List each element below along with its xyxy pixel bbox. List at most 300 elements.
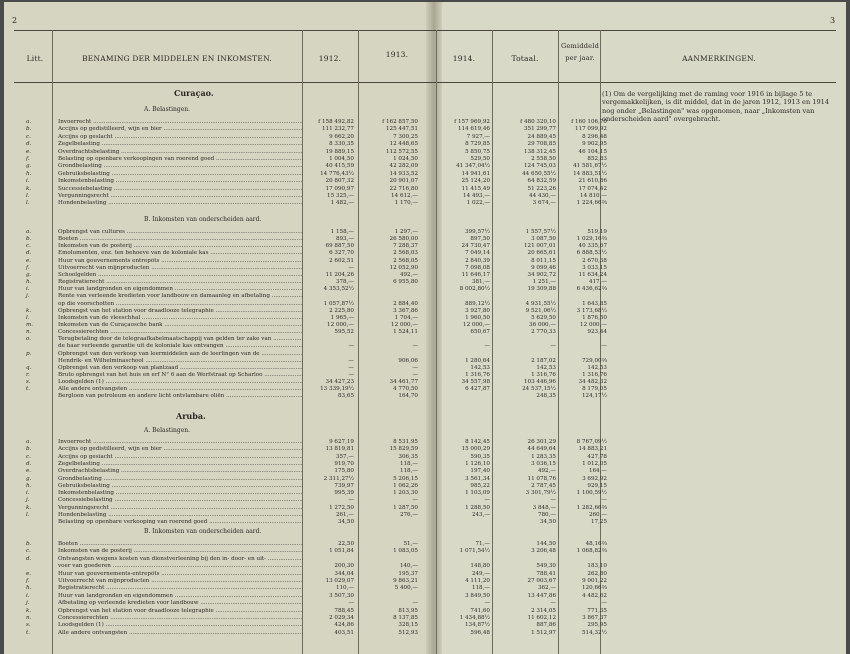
row-value: 492,— [537, 468, 556, 475]
row-value: 1 004,50 [329, 156, 354, 162]
row-description: Inkomsten van de Curaçaosche bank ..... [58, 322, 303, 329]
row-description: Huur van gouvernements entrepôts ..... [58, 258, 303, 265]
row-value: 9 001,22 [582, 578, 607, 584]
row-value: 6 955,80 [393, 279, 418, 286]
row-value: 424,86 [334, 622, 354, 629]
row-value: 24 889,45 [527, 133, 556, 140]
row-value: 34 461,77 [389, 379, 418, 386]
row-value: 13 339,19½ [320, 386, 354, 393]
row-value: 929,15 [587, 482, 607, 489]
row-value: — [484, 600, 490, 607]
row-value: 1 068,82⅔ [576, 548, 607, 555]
row-value: — [550, 497, 556, 504]
row-value: 13 029,07 [325, 578, 354, 584]
row-value: 40 335,67 [578, 243, 607, 250]
row-value: 17 090,97 [325, 185, 354, 192]
row-value: 427,78 [587, 453, 607, 460]
row-value: 3 206,48 [531, 548, 556, 555]
table-row [4, 379, 607, 386]
row-value: 8 011,15 [531, 257, 556, 264]
row-value: 48,16⅔ [585, 541, 607, 547]
row-value: 595,52 [334, 329, 354, 336]
section-title-aruba: Aruba. [176, 411, 206, 421]
row-letter: h. [26, 170, 32, 177]
table-row [4, 148, 607, 156]
row-value: 22,50 [337, 541, 354, 547]
row-value: 3 173,68½ [576, 307, 607, 314]
row-description: Successiebelasting ..... [58, 186, 303, 193]
table-row [4, 497, 607, 504]
row-description: Boeten ..... [58, 541, 303, 548]
table-row [4, 141, 607, 148]
row-value: 3 033,15 [582, 264, 607, 271]
row-letter: b. [26, 541, 32, 547]
row-value: 142,53 [536, 364, 556, 371]
row-letter: o. [26, 336, 32, 343]
header-bottom-rule [14, 82, 836, 83]
row-value: 4 482,62 [582, 592, 607, 599]
row-value: 40 415,59 [325, 163, 354, 170]
row-value: 46 104,15 [578, 148, 607, 155]
row-value: 344,04 [334, 570, 354, 577]
row-value: 34 482,32 [578, 379, 607, 386]
row-letter: e. [26, 148, 32, 155]
row-value: 1 071,54½ [459, 548, 490, 555]
table-row [4, 556, 604, 563]
row-value: 1 100,59½ [576, 490, 607, 497]
row-value: 103 446,96 [523, 379, 556, 386]
row-value: 8 767,09½ [576, 439, 607, 445]
row-value: 328,15 [398, 622, 418, 629]
table-row [4, 372, 607, 379]
row-value: 1 170,— [394, 200, 418, 207]
row-value: 249,— [471, 570, 490, 577]
table-row [4, 170, 607, 178]
row-letter: j. [26, 600, 30, 607]
row-value: 1 126,10 [465, 460, 490, 467]
row-value: 8 729,85 [465, 141, 490, 148]
row-value: 83,65 [337, 393, 354, 400]
row-value: 11 634,24 [578, 271, 607, 278]
row-value: 17 074,42 [578, 185, 607, 192]
row-letter: n. [26, 329, 32, 336]
row-value: — [484, 497, 490, 504]
row-letter: c. [26, 548, 31, 555]
row-value: 512,93 [398, 629, 418, 636]
table-row [4, 236, 607, 243]
row-description: Accijns op geslacht ..... [58, 134, 303, 141]
row-description: Inkomstenbelasting ..... [58, 490, 303, 497]
row-letter: i. [26, 592, 30, 599]
row-value: 11 646,17 [461, 271, 490, 278]
table-row [4, 439, 607, 446]
table-row [4, 185, 607, 193]
row-letter: d. [26, 250, 32, 257]
table-row [4, 490, 607, 497]
row-letter: c. [26, 243, 31, 250]
row-value: 51,— [403, 541, 418, 547]
row-letter: f. [26, 156, 30, 162]
row-value: 9 627,19 [329, 439, 354, 445]
row-letter: i. [26, 178, 30, 185]
row-description: Schoolgelden ..... [58, 272, 303, 279]
row-value: f 157 969,92 [454, 119, 490, 125]
row-value: 69 887,50 [325, 243, 354, 250]
row-value: 4 770,50 [393, 386, 418, 393]
row-value: — [348, 343, 354, 350]
row-value: 2 314,05 [531, 607, 556, 614]
row-value: 110,— [335, 585, 354, 592]
row-value: 14 612,— [391, 193, 418, 199]
left-page-number: 2 [12, 16, 18, 25]
row-letter: l. [26, 193, 30, 199]
row-description: Overdrachtsbelasting ..... [58, 468, 303, 475]
row-description: Alle andere ontvangsten ..... [58, 386, 303, 393]
row-description: Invoerrecht ..... [58, 439, 303, 446]
row-value: 1 051,84 [329, 548, 354, 555]
row-value: 8 137,85 [393, 615, 418, 621]
row-value: 7 288,37 [393, 243, 418, 250]
row-value: 1 876,50 [582, 314, 607, 321]
row-letter: a. [26, 229, 32, 235]
row-value: 1 960,50 [465, 314, 490, 321]
row-value: — [348, 364, 354, 371]
row-value: 9 863,21 [393, 578, 418, 584]
table-row [4, 229, 607, 236]
row-description: Grondbelasting ..... [58, 163, 303, 170]
row-value: 64 832,59 [527, 178, 556, 185]
row-value: 923,44 [587, 329, 607, 336]
row-value: 144,50 [536, 541, 556, 547]
row-value: 357,— [335, 453, 354, 460]
row-letter: i. [26, 286, 30, 293]
row-value: 183,10 [587, 563, 607, 570]
row-value: 260,— [588, 512, 607, 518]
row-value: 36 000,— [529, 321, 556, 328]
row-value: 1 022,— [466, 200, 490, 207]
table-row [4, 629, 607, 637]
row-value: 164,— [588, 468, 607, 475]
row-value: 378,— [335, 279, 354, 286]
table-row [4, 126, 607, 133]
row-value: 34 557,98 [461, 379, 490, 386]
row-letter: f. [26, 264, 30, 271]
row-description: Uitvoerrecht van mijnproducten ..... [58, 265, 303, 272]
row-value: 1 062,26 [393, 482, 418, 489]
row-value: 919,70 [334, 460, 354, 467]
row-description: Belasting op openbare verkooping van roerend goed ..... [58, 519, 303, 526]
row-value: 4 353,52½ [323, 286, 354, 293]
row-value: 112 572,55 [385, 148, 418, 155]
row-value: 6 327,70 [329, 250, 354, 257]
row-value: 44 649,64 [527, 446, 556, 453]
row-value: 7 098,08 [465, 264, 490, 271]
remark-note: (1) Om de vergelijking met de raming voor 1916 in bijlage 5 te vergemakkelijken, is dit middel, dat in de jaren 1912, 1913 en 1914 nog onder „Belastingen" was opgenomen, naar „Inkomsten van onderscheiden aard" overgebracht. [602, 90, 830, 124]
row-description: de haar verleende garantie uit de koloniale kas ontvangen ..... [58, 343, 303, 350]
row-letter: k. [26, 504, 32, 511]
row-value: 887,86 [536, 622, 556, 629]
row-value: 14 883,21 [578, 446, 607, 453]
row-description: Opbrengst van den verkoop van plantzaad ..... [58, 365, 303, 372]
row-value: 7 300,25 [393, 133, 418, 140]
row-description: Grondbelasting ..... [58, 476, 303, 483]
table-row [4, 563, 607, 570]
row-value: 26 580,00 [389, 236, 418, 243]
row-value: 1 251,— [532, 279, 556, 286]
table-row [4, 264, 607, 272]
row-value: 13 447,86 [527, 592, 556, 599]
row-value: 8 142,45 [465, 439, 490, 445]
row-value: 417,— [588, 279, 607, 286]
row-value: 889,12½ [465, 300, 490, 307]
table-row [4, 622, 607, 629]
row-value: 13 819,81 [325, 446, 354, 453]
row-value: 2 558,50 [531, 156, 556, 162]
row-description: Concessierechten ..... [58, 329, 303, 336]
row-value: 14 776,43½ [320, 170, 354, 177]
row-value: 3 674,— [532, 200, 556, 207]
row-value: 897,50 [470, 236, 490, 243]
row-description: Zegelbelasting ..... [58, 461, 303, 468]
row-value: — [348, 600, 354, 607]
book-spread [4, 2, 846, 654]
row-description: Inkomsten van de posterij ..... [58, 548, 303, 555]
row-description: Hendrik- en Wilhelminaschool ..... [58, 358, 303, 365]
row-value: 142,53 [587, 364, 607, 371]
row-value: 1 316,76 [465, 372, 490, 378]
row-value: 399,57½ [465, 229, 490, 235]
row-value: 1 203,30 [393, 490, 418, 497]
row-letter: g. [26, 475, 32, 482]
row-value: 2 225,80 [329, 307, 354, 314]
row-value: 2 029,34 [329, 615, 354, 621]
row-letter: d. [26, 555, 32, 562]
row-value: 1 965,— [330, 314, 354, 321]
table-row [4, 163, 607, 170]
row-value: f 160 106,70 [571, 119, 607, 125]
row-letter: t. [26, 386, 31, 393]
row-value: — [550, 600, 556, 607]
row-value: 985,22 [470, 482, 490, 489]
row-value: 852,83 [587, 156, 607, 162]
row-value: 596,48 [470, 629, 490, 636]
row-letter: b. [26, 446, 32, 453]
row-value: 741,60 [470, 607, 490, 614]
row-description: Opbrengst van cultures ..... [58, 229, 303, 236]
subsection-inkomsten: B. Inkomsten van onderscheiden aard. [144, 216, 262, 223]
table-row [4, 271, 607, 279]
row-value: f 158 492,82 [318, 119, 354, 125]
row-value: 1 103,09 [465, 490, 490, 497]
row-value: — [412, 497, 418, 504]
row-description: Gebruiksbelasting ..... [58, 171, 303, 178]
row-value: 120,66⅔ [582, 585, 607, 592]
header-remarks: AANMERKINGEN. [682, 54, 756, 63]
table-row [4, 336, 604, 343]
row-description: Opbrengst van het station voor draadlooze telegraphie ..... [58, 308, 303, 315]
row-letter: e. [26, 570, 32, 577]
row-value: 3 561,34 [465, 475, 490, 482]
row-value: 14 810,— [580, 193, 607, 199]
table-row [4, 541, 607, 548]
row-value: 20 665,61 [527, 250, 556, 257]
row-value: 124,17½ [582, 393, 607, 400]
table-row [4, 156, 607, 163]
row-value: 1 512,97 [531, 629, 556, 636]
row-value: 121 007,01 [523, 243, 556, 250]
header-top-rule [14, 30, 836, 31]
row-description: Belasting op openbare verkoopingen van roerend goed ..... [58, 156, 303, 163]
row-value: 788,45 [334, 607, 354, 614]
row-value: 5 400,— [394, 585, 418, 592]
row-value: 2 568,03 [393, 250, 418, 257]
row-value: 1 272,50 [329, 504, 354, 511]
row-value: 5 850,75 [465, 148, 490, 155]
row-value: 1 434,88½ [459, 615, 490, 621]
row-letter: k. [26, 307, 32, 314]
row-value: 1 704,— [394, 314, 418, 321]
row-value: — [348, 357, 354, 364]
table-row [4, 133, 607, 141]
row-description: Loodsgelden (1) ..... [58, 379, 303, 386]
row-value: 134,87½ [465, 622, 490, 629]
row-value: 9 662,20 [329, 133, 354, 140]
header-1912: 1912. [318, 54, 342, 63]
row-value: f 480 320,10 [520, 119, 556, 125]
row-description: Boeten ..... [58, 236, 303, 243]
row-value: 276,— [399, 512, 418, 518]
header-total: Totaal. [511, 54, 539, 63]
row-value: 8 296,48 [582, 133, 607, 140]
row-value: 21 610,86 [578, 178, 607, 185]
row-value: 2 670,38 [582, 257, 607, 264]
right-page-number: 3 [830, 16, 836, 25]
row-letter: j. [26, 497, 30, 504]
row-value: — [412, 343, 418, 350]
row-value: 164,70 [398, 393, 418, 400]
row-value: 261,— [335, 512, 354, 518]
table-row [4, 286, 607, 293]
row-value: 729,00⅔ [582, 357, 607, 364]
row-value: 3 301,79½ [525, 490, 556, 497]
row-value: 11 204,26 [325, 271, 354, 278]
row-value: 1 158,— [330, 229, 354, 235]
table-row [4, 512, 607, 519]
table-row [4, 585, 607, 592]
row-value: 3 507,30 [329, 592, 354, 599]
row-value: 3 087,50 [531, 236, 556, 243]
row-value: — [348, 372, 354, 378]
row-value: 12 000,— [327, 321, 354, 328]
row-value: 519,19 [587, 229, 607, 235]
row-value: — [412, 364, 418, 371]
row-value: 24 730,47 [461, 243, 490, 250]
row-value: 20 901,07 [389, 178, 418, 185]
row-value: 1 282,66⅔ [576, 504, 607, 511]
row-value: 34,50 [337, 519, 354, 526]
row-value: 15 000,29 [461, 446, 490, 453]
row-value: 3 367,86 [393, 307, 418, 314]
row-value: 124 745,03 [523, 163, 556, 170]
row-value: 813,95 [398, 607, 418, 614]
row-value: 24 537,15½ [522, 386, 556, 393]
row-letter: l. [26, 512, 30, 518]
row-value: 403,51 [334, 629, 354, 636]
row-value: 1 482,— [330, 200, 354, 207]
row-description: Huur van landgronden en eigendommen ..... [58, 286, 303, 293]
row-value: 5 629,50 [531, 314, 556, 321]
row-value: 12 000,— [391, 321, 418, 328]
row-value: 14 883,51½ [573, 170, 607, 177]
row-value: 1 083,05 [393, 548, 418, 555]
row-value: 142,53 [470, 364, 490, 371]
row-value: 6 888,53½ [576, 250, 607, 257]
row-value: 148,80 [470, 563, 490, 570]
row-description: Inkomstenbelasting ..... [58, 178, 303, 185]
table-row [4, 293, 604, 300]
row-value: 6 427,87 [465, 386, 490, 393]
table-row [4, 351, 604, 358]
header-name: BENAMING DER MIDDELEN EN INKOMSTEN. [82, 54, 272, 63]
row-value: 514,32½ [582, 629, 607, 636]
row-value: — [412, 372, 418, 378]
row-value: 14 941,61 [461, 170, 490, 177]
row-description: Concessierechten ..... [58, 615, 303, 622]
table-row [4, 321, 607, 329]
row-value: 4 111,20 [465, 578, 490, 584]
row-value: 34,50 [539, 519, 556, 526]
row-description: Hondenbelasting ..... [58, 200, 303, 207]
row-description: Terugbetaling door de telegraafkabelmaatschappij van gelden ter zake van ..... [58, 336, 303, 343]
row-letter: c. [26, 453, 31, 460]
row-value: 351 299,77 [523, 126, 556, 133]
row-value: 2 311,27½ [323, 475, 354, 482]
row-description: Uitvoerrecht van mijnproducten ..... [58, 578, 303, 585]
row-letter: h. [26, 279, 32, 286]
row-value: 248,35 [536, 393, 556, 400]
header-1914: 1914. [452, 54, 476, 63]
row-value: 590,35 [470, 453, 490, 460]
table-row [4, 300, 607, 308]
row-value: 2 884,40 [393, 300, 418, 307]
row-value: 12 052,90 [389, 264, 418, 271]
row-value: 8 002,80½ [459, 286, 490, 293]
row-value: 27 003,67 [527, 578, 556, 584]
row-description: Opbrengst van het station voor draadlooze telegraphie ..... [58, 608, 303, 615]
table-row [4, 453, 607, 461]
row-description: Zegelbelasting ..... [58, 141, 303, 148]
row-value: 549,30 [536, 563, 556, 570]
table-row [4, 615, 607, 622]
row-letter: e. [26, 257, 32, 264]
row-letter: e. [26, 468, 32, 475]
row-value: 1 287,50 [393, 504, 418, 511]
row-letter: b. [26, 236, 32, 243]
row-letter: n. [26, 615, 32, 621]
row-value: 140,— [399, 563, 418, 570]
header-letter: Litt. [26, 54, 44, 63]
row-value: 12 000,— [463, 321, 490, 328]
row-value: 117 099,92 [574, 126, 607, 133]
row-description: op die voorschotten ..... [58, 301, 303, 308]
row-description: Opbrengst van den verkoop van leermiddelen aan de leerlingen van de ..... [58, 351, 303, 358]
row-value: 200,30 [334, 563, 354, 570]
table-row [4, 178, 607, 185]
row-letter: d. [26, 141, 32, 148]
row-letter: d. [26, 460, 32, 467]
row-value: — [601, 600, 607, 607]
row-value: 739,97 [334, 482, 354, 489]
